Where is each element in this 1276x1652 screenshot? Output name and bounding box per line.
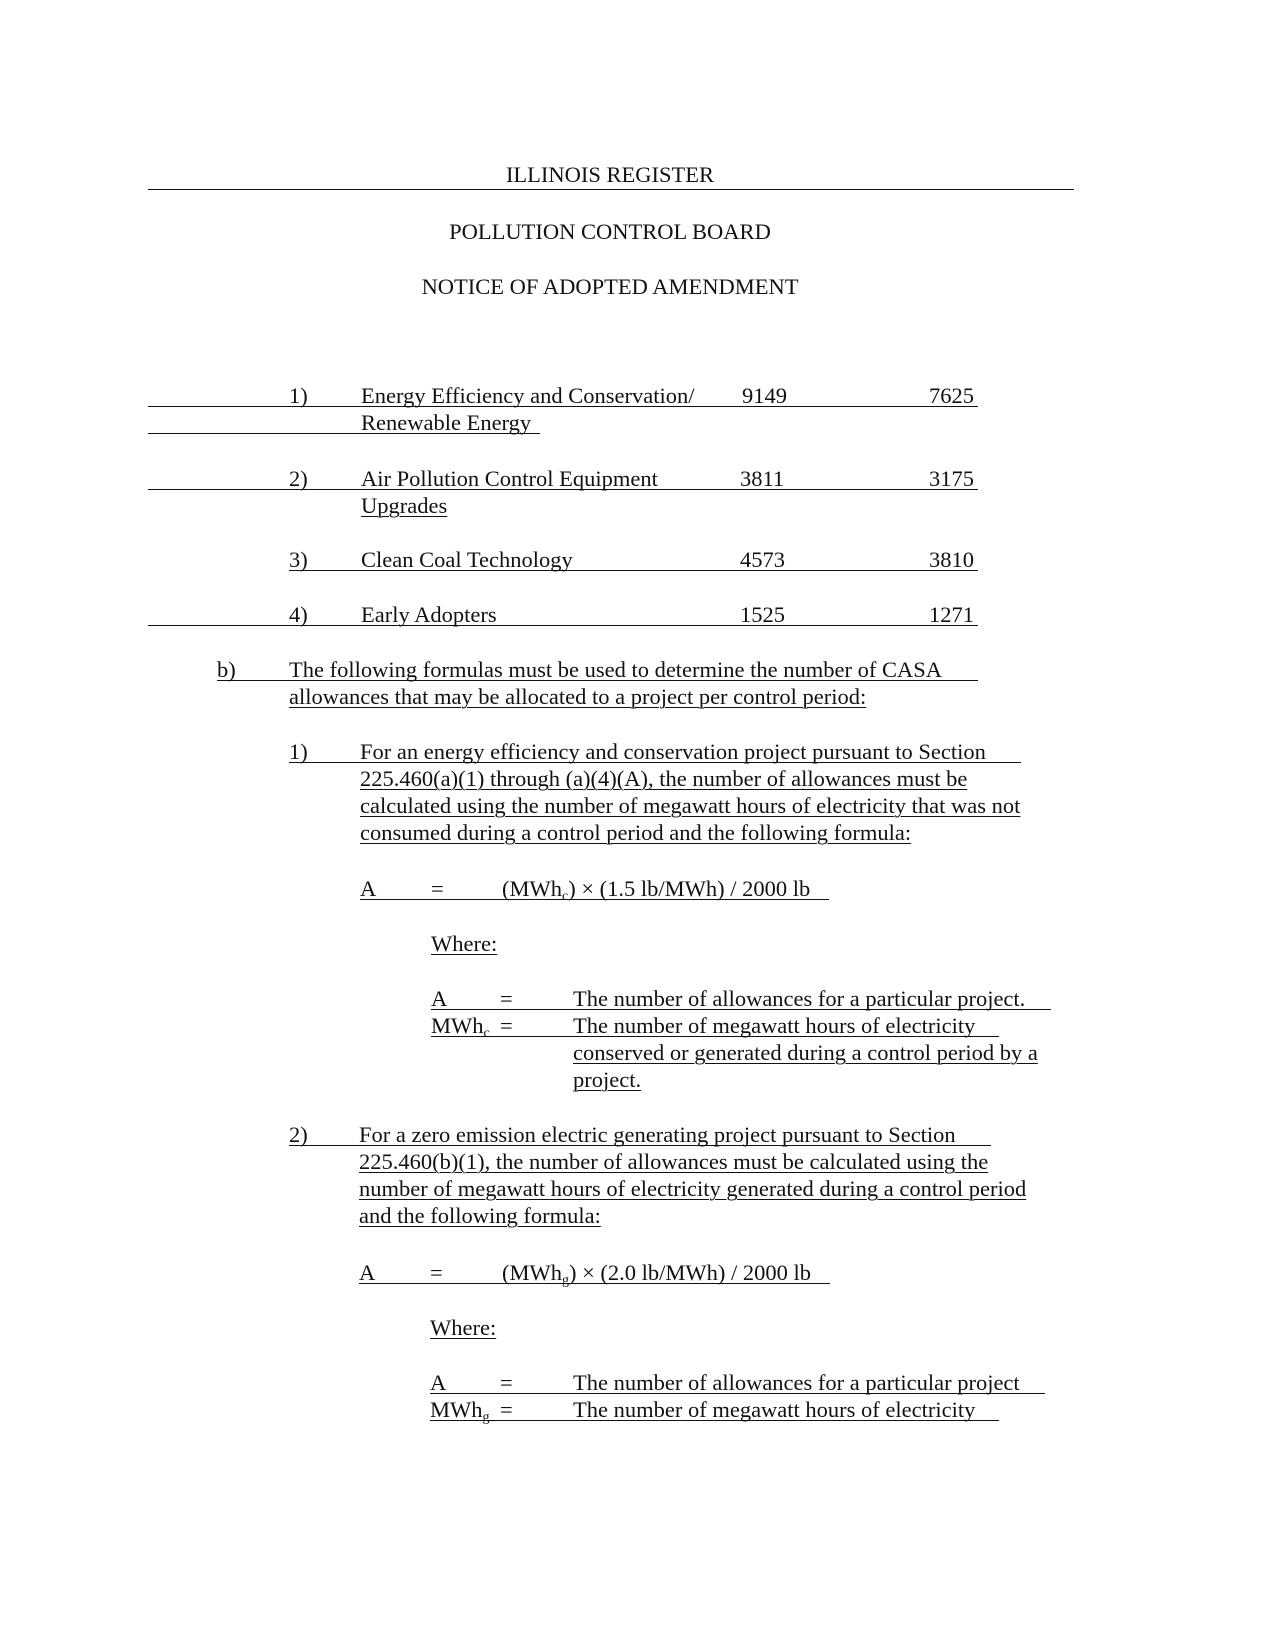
row-label: Clean Coal Technology [361,547,573,572]
formula-equals: = [431,876,444,901]
row-value-2: 7625 [929,383,974,408]
row-value-2: 3175 [929,466,974,491]
section-text-line: allowances that may be allocated to a project per control period: [289,684,867,709]
row-value-1: 3811 [740,466,785,491]
item-number: 1) [289,739,308,764]
definition-text: project. [573,1067,642,1092]
row-number: 3) [289,547,308,572]
definition-equals: = [500,1013,513,1038]
notice-title: NOTICE OF ADOPTED AMENDMENT [421,274,799,299]
row-label: Energy Efficiency and Conservation/ [361,383,695,408]
row-value-2: 1271 [929,602,974,627]
definition-equals: = [500,986,513,1011]
item-text-line: and the following formula: [359,1203,601,1228]
row-number: 2) [289,466,308,491]
definition-text: The number of megawatt hours of electricity [573,1013,976,1038]
definition-text: The number of allowances for a particular project. [573,986,1026,1011]
definition-term: A [431,986,448,1011]
definition-text: conserved or generated during a control period by a [573,1040,1038,1065]
formula-rhs: (MWh$_g$) × (2.0 lb/MWh) / 2000 lb [502,1260,812,1288]
where-label: Where: [431,931,498,956]
section-label: b) [217,657,236,682]
row-label-cont: Renewable Energy [361,410,532,435]
item-text-line: consumed during a control period and the following formula: [360,820,912,845]
item-number: 2) [289,1122,308,1147]
formula-lhs: A [360,876,377,901]
definition-term: MWh$_g$ [430,1397,490,1425]
definition-term: A [430,1370,447,1395]
item-text-line: For an energy efficiency and conservation project pursuant to Section [360,739,986,764]
row-label: Early Adopters [361,602,497,627]
section-text-line: The following formulas must be used to determine the number of CASA [289,657,943,682]
row-value-1: 4573 [740,547,785,572]
item-text-line: 225.460(b)(1), the number of allowances must be calculated using the [359,1149,989,1174]
formula-lhs: A [359,1260,376,1285]
definition-text: The number of megawatt hours of electricity [573,1397,976,1422]
item-text-line: number of megawatt hours of electricity generated during a control period [359,1176,1027,1201]
row-value-2: 3810 [929,547,974,572]
row-value-1: 1525 [740,602,785,627]
where-label: Where: [430,1315,497,1340]
row-number: 1) [289,383,308,408]
row-label-cont: Upgrades [361,493,448,518]
row-label: Air Pollution Control Equipment [361,466,658,491]
item-text-line: For a zero emission electric generating project pursuant to Section [359,1122,956,1147]
definition-equals: = [500,1370,513,1395]
formula-rhs: (MWh$_c$) × (1.5 lb/MWh) / 2000 lb [502,876,811,904]
board-title: POLLUTION CONTROL BOARD [449,219,771,244]
definition-text: The number of allowances for a particular project [573,1370,1020,1395]
formula-equals: = [430,1260,443,1285]
header-rule [148,189,1074,190]
row-rule [148,625,978,626]
row-number: 4) [289,602,308,627]
definition-term: MWh$_c$ [431,1013,490,1041]
row-value-1: 9149 [742,383,787,408]
item-text-line: calculated using the number of megawatt hours of electricity that was not [360,793,1021,818]
definition-equals: = [500,1397,513,1422]
register-title: ILLINOIS REGISTER [505,162,715,187]
item-text-line: 225.460(a)(1) through (a)(4)(A), the number of allowances must be [360,766,968,791]
